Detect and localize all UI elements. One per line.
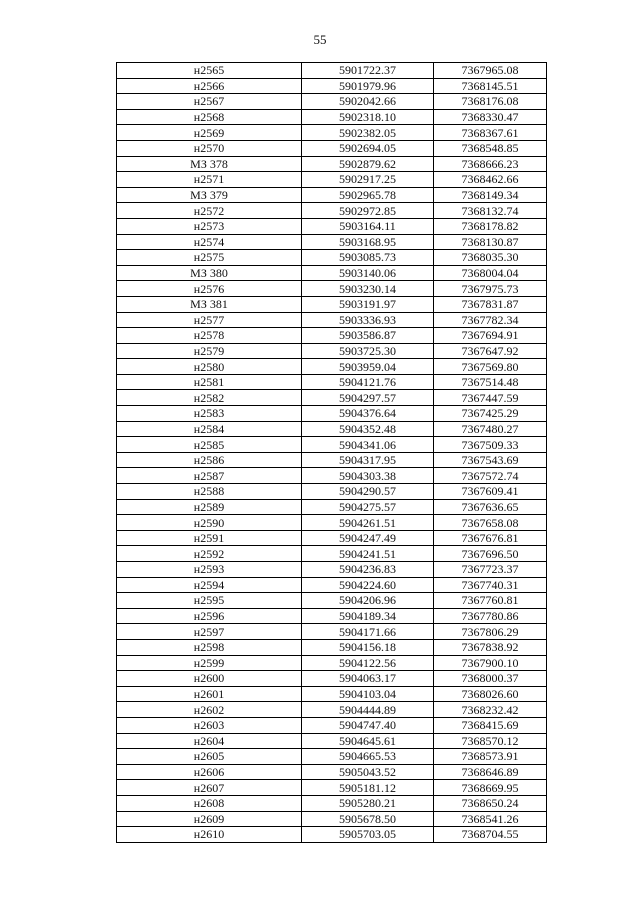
x-coordinate-cell: 5904303.38	[302, 468, 434, 484]
y-coordinate-cell: 7367965.08	[434, 63, 547, 79]
point-id-cell: н2581	[117, 374, 302, 390]
x-coordinate-cell: 5904352.48	[302, 421, 434, 437]
table-row	[117, 484, 547, 500]
y-coordinate-cell: 7367838.92	[434, 639, 547, 655]
point-id-cell: н2591	[117, 530, 302, 546]
x-coordinate-cell: 5903164.11	[302, 218, 434, 234]
x-coordinate-cell: 5903168.95	[302, 234, 434, 250]
point-id-cell: н2571	[117, 172, 302, 188]
x-coordinate-cell: 5904247.49	[302, 530, 434, 546]
y-coordinate-cell: 7368367.61	[434, 125, 547, 141]
x-coordinate-cell: 5904747.40	[302, 717, 434, 733]
table-row	[117, 421, 547, 437]
table-row	[117, 452, 547, 468]
x-coordinate-cell: 5904103.04	[302, 686, 434, 702]
y-coordinate-cell: 7367447.59	[434, 390, 547, 406]
point-id-cell: н2573	[117, 218, 302, 234]
point-id-cell: н2593	[117, 562, 302, 578]
x-coordinate-cell: 5904341.06	[302, 437, 434, 453]
y-coordinate-cell: 7368704.55	[434, 827, 547, 843]
table-row	[117, 515, 547, 531]
y-coordinate-cell: 7368650.24	[434, 795, 547, 811]
point-id-cell: н2599	[117, 655, 302, 671]
x-coordinate-cell: 5902917.25	[302, 172, 434, 188]
point-id-cell: н2580	[117, 359, 302, 375]
x-coordinate-cell: 5902965.78	[302, 187, 434, 203]
x-coordinate-cell: 5903959.04	[302, 359, 434, 375]
point-id-cell: МЗ 379	[117, 187, 302, 203]
point-id-cell: н2609	[117, 811, 302, 827]
point-id-cell: н2598	[117, 639, 302, 655]
point-id-cell: н2590	[117, 515, 302, 531]
y-coordinate-cell: 7368330.47	[434, 109, 547, 125]
y-coordinate-cell: 7367694.91	[434, 328, 547, 344]
x-coordinate-cell: 5904261.51	[302, 515, 434, 531]
y-coordinate-cell: 7367760.81	[434, 593, 547, 609]
y-coordinate-cell: 7368130.87	[434, 234, 547, 250]
table-row	[117, 296, 547, 312]
y-coordinate-cell: 7367514.48	[434, 374, 547, 390]
x-coordinate-cell: 5904275.57	[302, 499, 434, 515]
table-row	[117, 530, 547, 546]
point-id-cell: н2586	[117, 452, 302, 468]
table-row	[117, 546, 547, 562]
x-coordinate-cell: 5904156.18	[302, 639, 434, 655]
x-coordinate-cell: 5902694.05	[302, 140, 434, 156]
y-coordinate-cell: 7367569.80	[434, 359, 547, 375]
x-coordinate-cell: 5902042.66	[302, 94, 434, 110]
y-coordinate-cell: 7368176.08	[434, 94, 547, 110]
point-id-cell: н2588	[117, 484, 302, 500]
table-row	[117, 468, 547, 484]
y-coordinate-cell: 7368149.34	[434, 187, 547, 203]
point-id-cell: н2589	[117, 499, 302, 515]
x-coordinate-cell: 5904444.89	[302, 702, 434, 718]
x-coordinate-cell: 5904376.64	[302, 406, 434, 422]
y-coordinate-cell: 7367806.29	[434, 624, 547, 640]
y-coordinate-cell: 7367723.37	[434, 562, 547, 578]
x-coordinate-cell: 5904206.96	[302, 593, 434, 609]
table-row	[117, 764, 547, 780]
table-row	[117, 639, 547, 655]
point-id-cell: н2583	[117, 406, 302, 422]
x-coordinate-cell: 5903140.06	[302, 265, 434, 281]
x-coordinate-cell: 5905181.12	[302, 780, 434, 796]
x-coordinate-cell: 5904317.95	[302, 452, 434, 468]
table-row	[117, 671, 547, 687]
x-coordinate-cell: 5905280.21	[302, 795, 434, 811]
y-coordinate-cell: 7367740.31	[434, 577, 547, 593]
point-id-cell: н2604	[117, 733, 302, 749]
x-coordinate-cell: 5902382.05	[302, 125, 434, 141]
y-coordinate-cell: 7367900.10	[434, 655, 547, 671]
point-id-cell: н2565	[117, 63, 302, 79]
y-coordinate-cell: 7368004.04	[434, 265, 547, 281]
y-coordinate-cell: 7367647.92	[434, 343, 547, 359]
y-coordinate-cell: 7368541.26	[434, 811, 547, 827]
point-id-cell: н2603	[117, 717, 302, 733]
y-coordinate-cell: 7367509.33	[434, 437, 547, 453]
point-id-cell: н2600	[117, 671, 302, 687]
point-id-cell: МЗ 378	[117, 156, 302, 172]
table-row	[117, 608, 547, 624]
point-id-cell: н2592	[117, 546, 302, 562]
point-id-cell: н2610	[117, 827, 302, 843]
y-coordinate-cell: 7368570.12	[434, 733, 547, 749]
table-row	[117, 749, 547, 765]
point-id-cell: н2608	[117, 795, 302, 811]
table-row	[117, 187, 547, 203]
coordinates-table	[116, 62, 547, 843]
y-coordinate-cell: 7367831.87	[434, 296, 547, 312]
table-row	[117, 234, 547, 250]
table-row	[117, 374, 547, 390]
y-coordinate-cell: 7367609.41	[434, 484, 547, 500]
y-coordinate-cell: 7367480.27	[434, 421, 547, 437]
y-coordinate-cell: 7368035.30	[434, 250, 547, 266]
table-row	[117, 624, 547, 640]
x-coordinate-cell: 5903191.97	[302, 296, 434, 312]
x-coordinate-cell: 5904063.17	[302, 671, 434, 687]
table-row	[117, 94, 547, 110]
y-coordinate-cell: 7367658.08	[434, 515, 547, 531]
point-id-cell: н2584	[117, 421, 302, 437]
x-coordinate-cell: 5904224.60	[302, 577, 434, 593]
x-coordinate-cell: 5902972.85	[302, 203, 434, 219]
x-coordinate-cell: 5905043.52	[302, 764, 434, 780]
point-id-cell: н2594	[117, 577, 302, 593]
point-id-cell: н2568	[117, 109, 302, 125]
y-coordinate-cell: 7367572.74	[434, 468, 547, 484]
x-coordinate-cell: 5904290.57	[302, 484, 434, 500]
table-row	[117, 390, 547, 406]
y-coordinate-cell: 7368000.37	[434, 671, 547, 687]
table-row	[117, 795, 547, 811]
y-coordinate-cell: 7368646.89	[434, 764, 547, 780]
x-coordinate-cell: 5904236.83	[302, 562, 434, 578]
point-id-cell: н2579	[117, 343, 302, 359]
point-id-cell: н2576	[117, 281, 302, 297]
y-coordinate-cell: 7367543.69	[434, 452, 547, 468]
x-coordinate-cell: 5903586.87	[302, 328, 434, 344]
x-coordinate-cell: 5902879.62	[302, 156, 434, 172]
table-row	[117, 250, 547, 266]
table-row	[117, 717, 547, 733]
point-id-cell: н2607	[117, 780, 302, 796]
y-coordinate-cell: 7368415.69	[434, 717, 547, 733]
y-coordinate-cell: 7367696.50	[434, 546, 547, 562]
point-id-cell: н2605	[117, 749, 302, 765]
x-coordinate-cell: 5905703.05	[302, 827, 434, 843]
y-coordinate-cell: 7368232.42	[434, 702, 547, 718]
x-coordinate-cell: 5902318.10	[302, 109, 434, 125]
y-coordinate-cell: 7367782.34	[434, 312, 547, 328]
point-id-cell: н2575	[117, 250, 302, 266]
table-row	[117, 655, 547, 671]
table-row	[117, 328, 547, 344]
y-coordinate-cell: 7367425.29	[434, 406, 547, 422]
x-coordinate-cell: 5904121.76	[302, 374, 434, 390]
x-coordinate-cell: 5904241.51	[302, 546, 434, 562]
table-row	[117, 156, 547, 172]
table-row	[117, 593, 547, 609]
y-coordinate-cell: 7368548.85	[434, 140, 547, 156]
coordinates-table-body	[117, 63, 547, 843]
table-row	[117, 499, 547, 515]
y-coordinate-cell: 7368669.95	[434, 780, 547, 796]
x-coordinate-cell: 5904171.66	[302, 624, 434, 640]
point-id-cell: н2569	[117, 125, 302, 141]
page-number: 55	[313, 32, 327, 47]
point-id-cell: н2602	[117, 702, 302, 718]
y-coordinate-cell: 7367780.86	[434, 608, 547, 624]
table-row	[117, 359, 547, 375]
table-row	[117, 218, 547, 234]
y-coordinate-cell: 7367636.65	[434, 499, 547, 515]
x-coordinate-cell: 5904665.53	[302, 749, 434, 765]
table-row	[117, 78, 547, 94]
x-coordinate-cell: 5901722.37	[302, 63, 434, 79]
x-coordinate-cell: 5904645.61	[302, 733, 434, 749]
table-row	[117, 343, 547, 359]
table-row	[117, 140, 547, 156]
y-coordinate-cell: 7368178.82	[434, 218, 547, 234]
y-coordinate-cell: 7368462.66	[434, 172, 547, 188]
table-row	[117, 702, 547, 718]
table-row	[117, 827, 547, 843]
y-coordinate-cell: 7368573.91	[434, 749, 547, 765]
table-row	[117, 281, 547, 297]
point-id-cell: н2585	[117, 437, 302, 453]
table-row	[117, 577, 547, 593]
table-row	[117, 125, 547, 141]
point-id-cell: н2587	[117, 468, 302, 484]
table-row	[117, 265, 547, 281]
table-row	[117, 109, 547, 125]
x-coordinate-cell: 5903725.30	[302, 343, 434, 359]
x-coordinate-cell: 5905678.50	[302, 811, 434, 827]
y-coordinate-cell: 7367975.73	[434, 281, 547, 297]
y-coordinate-cell: 7368145.51	[434, 78, 547, 94]
point-id-cell: н2601	[117, 686, 302, 702]
table-row	[117, 686, 547, 702]
x-coordinate-cell: 5904297.57	[302, 390, 434, 406]
point-id-cell: н2606	[117, 764, 302, 780]
table-row	[117, 437, 547, 453]
point-id-cell: н2574	[117, 234, 302, 250]
x-coordinate-cell: 5901979.96	[302, 78, 434, 94]
table-row	[117, 406, 547, 422]
point-id-cell: н2596	[117, 608, 302, 624]
table-row	[117, 203, 547, 219]
point-id-cell: н2577	[117, 312, 302, 328]
point-id-cell: н2597	[117, 624, 302, 640]
table-row	[117, 811, 547, 827]
table-row	[117, 172, 547, 188]
y-coordinate-cell: 7368132.74	[434, 203, 547, 219]
y-coordinate-cell: 7368666.23	[434, 156, 547, 172]
point-id-cell: н2578	[117, 328, 302, 344]
x-coordinate-cell: 5903336.93	[302, 312, 434, 328]
table-row	[117, 733, 547, 749]
point-id-cell: МЗ 381	[117, 296, 302, 312]
table-row	[117, 780, 547, 796]
point-id-cell: МЗ 380	[117, 265, 302, 281]
y-coordinate-cell: 7367676.81	[434, 530, 547, 546]
x-coordinate-cell: 5904189.34	[302, 608, 434, 624]
x-coordinate-cell: 5903085.73	[302, 250, 434, 266]
point-id-cell: н2572	[117, 203, 302, 219]
point-id-cell: н2595	[117, 593, 302, 609]
point-id-cell: н2582	[117, 390, 302, 406]
table-row	[117, 562, 547, 578]
table-row	[117, 63, 547, 79]
x-coordinate-cell: 5903230.14	[302, 281, 434, 297]
table-row	[117, 312, 547, 328]
point-id-cell: н2567	[117, 94, 302, 110]
x-coordinate-cell: 5904122.56	[302, 655, 434, 671]
point-id-cell: н2566	[117, 78, 302, 94]
y-coordinate-cell: 7368026.60	[434, 686, 547, 702]
point-id-cell: н2570	[117, 140, 302, 156]
